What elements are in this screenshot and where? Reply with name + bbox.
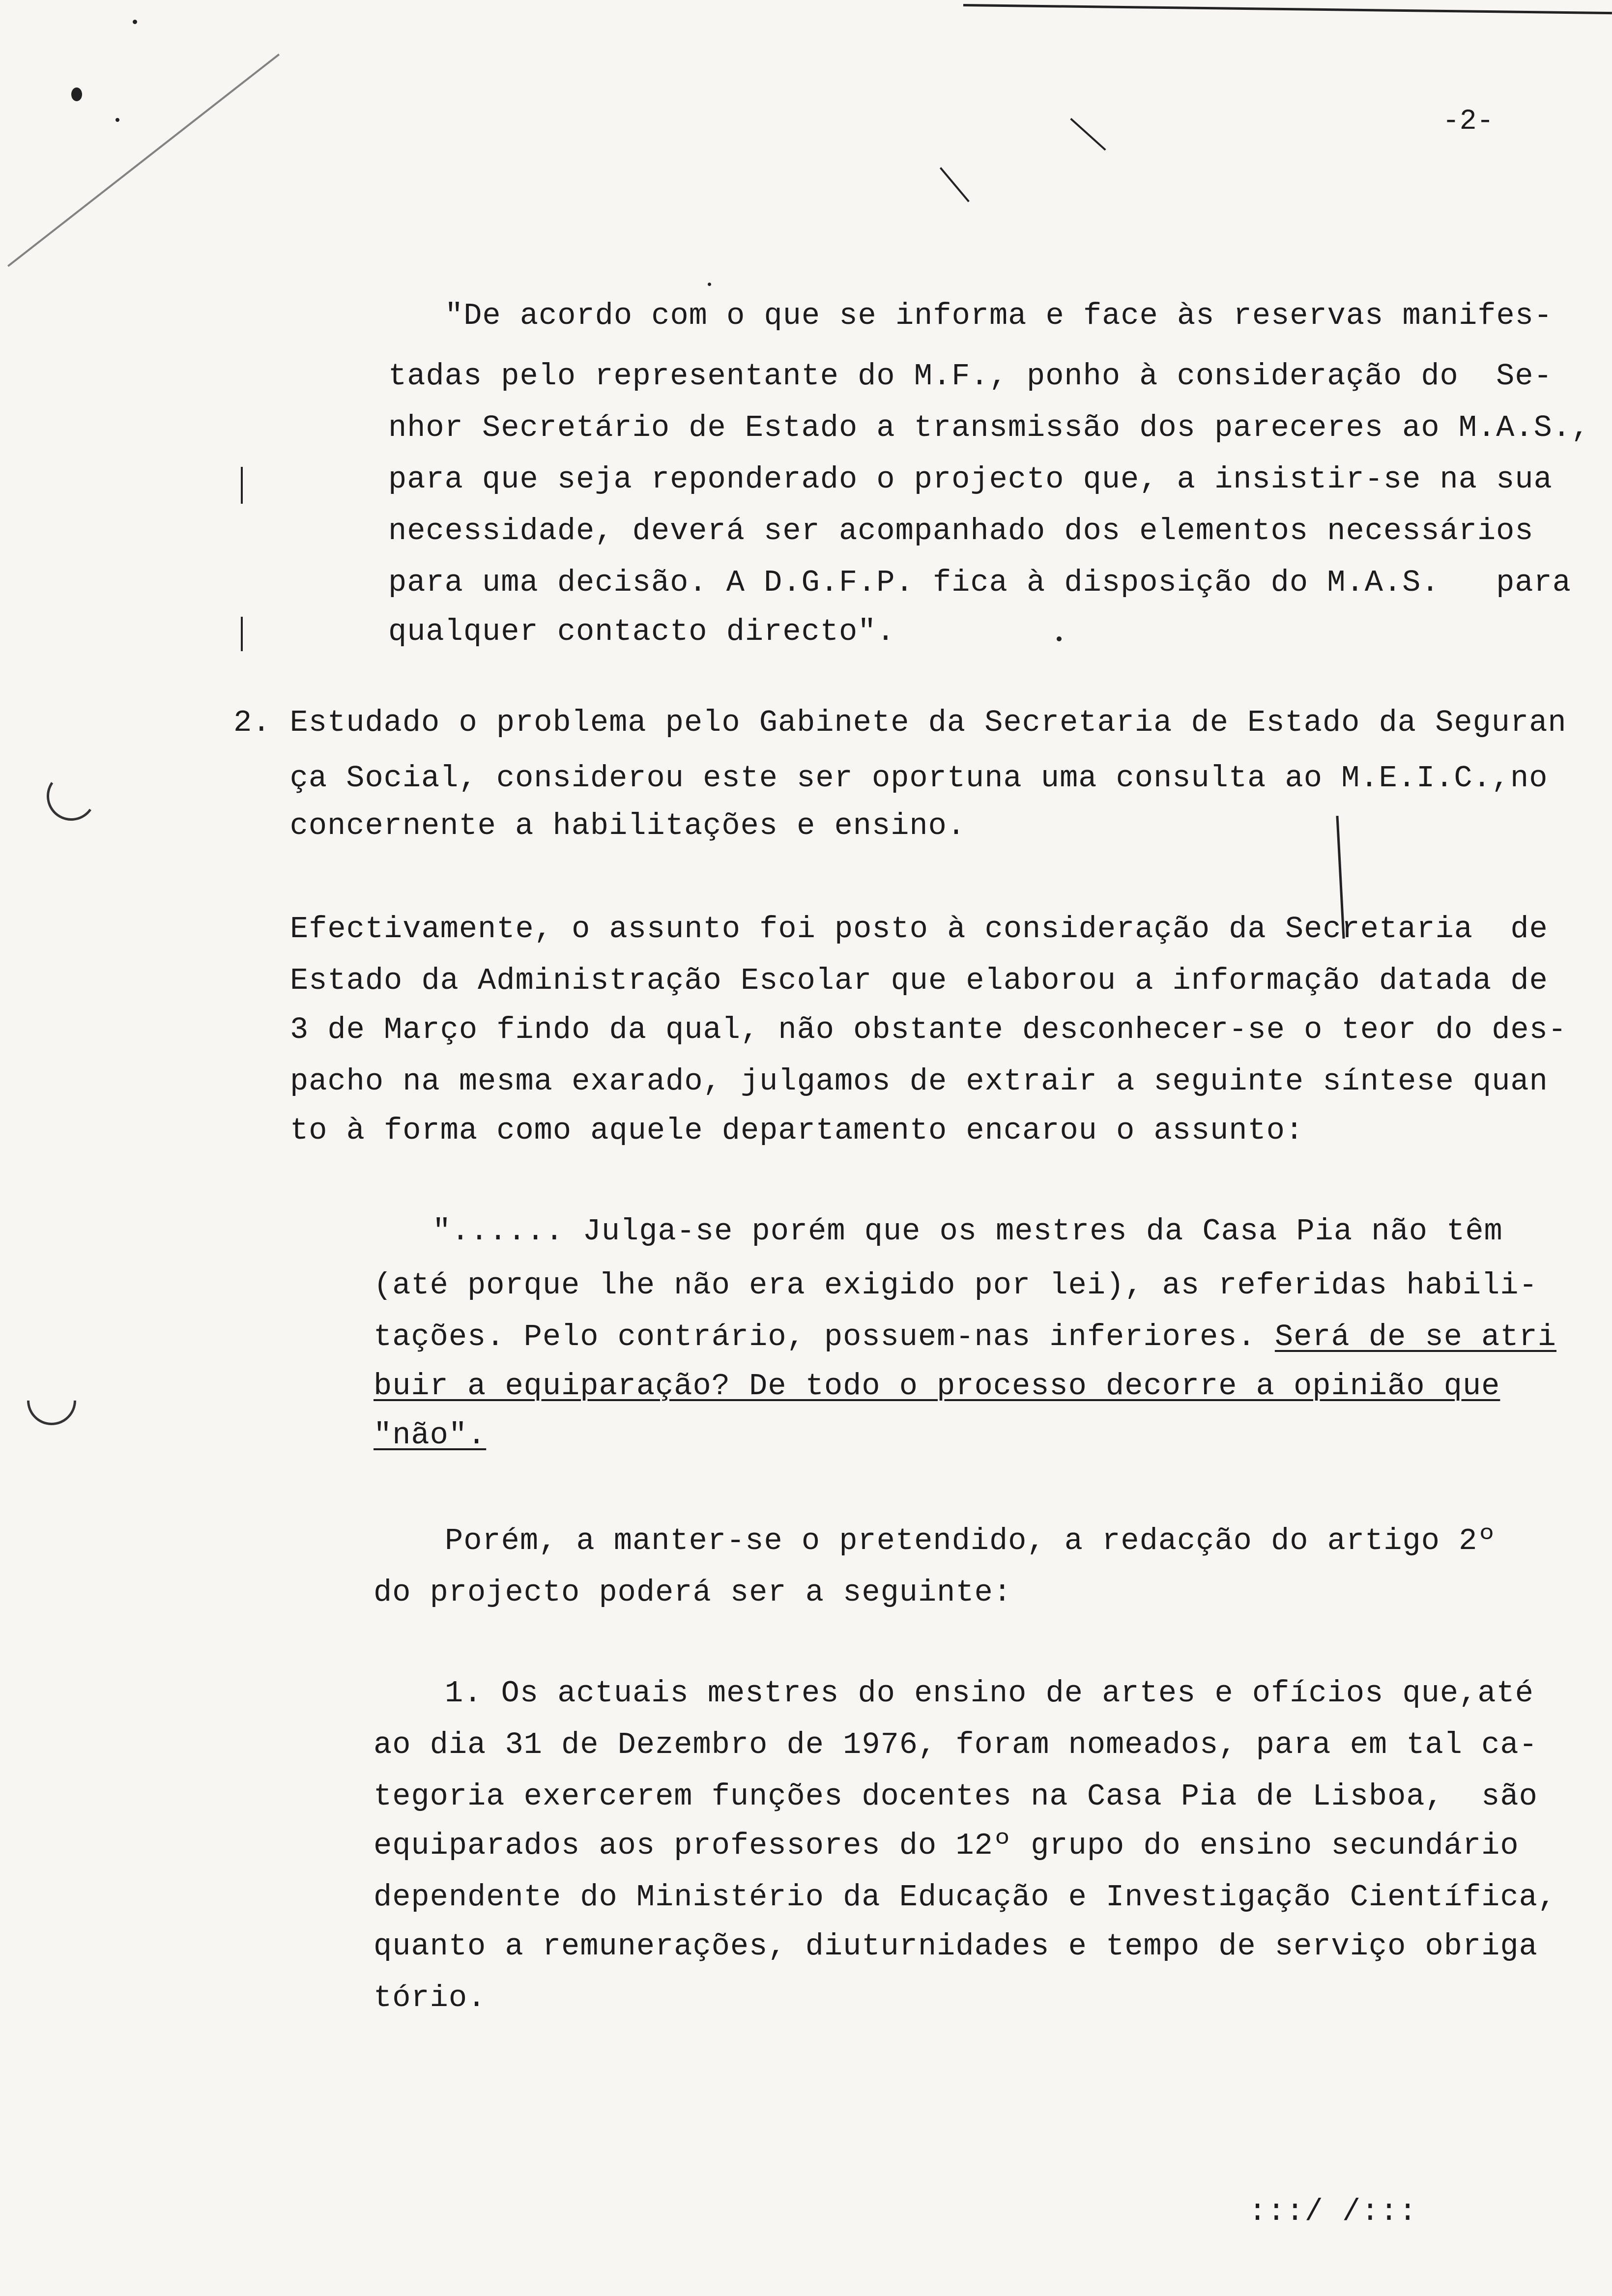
scan-speck xyxy=(708,283,711,286)
paragraph-line: 3 de Março findo da qual, não obstante desconhecer-se o teor do des- xyxy=(290,1012,1567,1047)
quote1-line: necessidade, deverá ser acompanhado dos elementos necessários xyxy=(388,514,1534,548)
paragraph-line: do projecto poderá ser a seguinte: xyxy=(374,1575,1012,1610)
item1-line: quanto a remunerações, diuturnidades e tempo de serviço obriga xyxy=(374,1929,1538,1964)
item1-line: tório. xyxy=(374,1980,487,2015)
underlined-question: Será de se atri xyxy=(1274,1320,1556,1354)
scan-scratch-mark xyxy=(7,54,280,267)
quote1-line: para que seja reponderado o projecto que, a insistir-se na sua xyxy=(388,462,1553,497)
quote2-line: "...... Julga-se porém que os mestres da Casa Pia não têm xyxy=(432,1214,1503,1249)
quote2-line: tações. Pelo contrário, possuem-nas inferiores. Será de se atri xyxy=(374,1320,1556,1354)
paragraph-line: Porém, a manter-se o pretendido, a redacção do artigo 2º xyxy=(445,1523,1497,1558)
quote1-line: nhor Secretário de Estado a transmissão dos pareceres ao M.A.S., xyxy=(388,410,1590,445)
quote2-line: (até porque lhe não era exigido por lei), as referidas habili- xyxy=(374,1268,1538,1303)
continuation-mark: :::/ /::: xyxy=(1248,2194,1417,2229)
item1-line: dependente do Ministério da Educação e Investigação Científica, xyxy=(374,1880,1556,1915)
item1-line: equiparados aos professores do 12º grupo do ensino secundário xyxy=(374,1828,1519,1863)
scan-edge-line xyxy=(963,4,1612,14)
quote1-line: qualquer contacto directo". xyxy=(388,614,895,649)
paragraph-line: to à forma como aquele departamento encarou o assunto: xyxy=(290,1113,1304,1148)
paragraph-line: Efectivamente, o assunto foi posto à consideração da Secretaria de xyxy=(290,912,1548,947)
point2-line: concernente a habilitações e ensino. xyxy=(233,808,966,843)
quote1-line: para uma decisão. A D.G.F.P. fica à disposição do M.A.S. para xyxy=(388,565,1571,600)
scan-speck xyxy=(133,20,137,24)
scan-slash-mark xyxy=(1070,118,1106,151)
margin-tick xyxy=(241,617,243,651)
scan-speck xyxy=(1057,636,1062,641)
item1-line: ao dia 31 de Dezembro de 1976, foram nomeados, para em tal ca- xyxy=(374,1727,1538,1762)
point2-line: 2. Estudado o problema pelo Gabinete da Secretaria de Estado da Seguran xyxy=(233,705,1567,740)
item1-line: 1. Os actuais mestres do ensino de artes e ofícios que,até xyxy=(445,1676,1534,1711)
point2-line: ça Social, considerou este ser oportuna uma consulta ao M.E.I.C.,no xyxy=(233,761,1548,796)
quote2-line-underlined: buir a equiparação? De todo o processo decorre a opinião que xyxy=(374,1369,1500,1404)
margin-tick xyxy=(241,467,243,504)
paragraph-line: pacho na mesma exarado, julgamos de extrair a seguinte síntese quan xyxy=(290,1064,1548,1099)
item1-line: tegoria exercerem funções docentes na Casa Pia de Lisboa, são xyxy=(374,1779,1538,1814)
quote1-line: "De acordo com o que se informa e face às reservas manifes- xyxy=(445,298,1553,333)
punch-hole-arc xyxy=(17,1366,86,1435)
quote1-line: tadas pelo representante do M.F., ponho à consideração do Se- xyxy=(388,359,1553,394)
punch-hole-arc xyxy=(43,768,100,825)
scan-speck xyxy=(71,87,82,101)
scan-slash-mark xyxy=(940,167,970,202)
quote2-line-underlined: "não". xyxy=(374,1418,487,1453)
paragraph-line: Estado da Administração Escolar que elaborou a informação datada de xyxy=(290,963,1548,998)
page-number: -2- xyxy=(1442,106,1494,138)
scan-speck xyxy=(115,118,119,122)
